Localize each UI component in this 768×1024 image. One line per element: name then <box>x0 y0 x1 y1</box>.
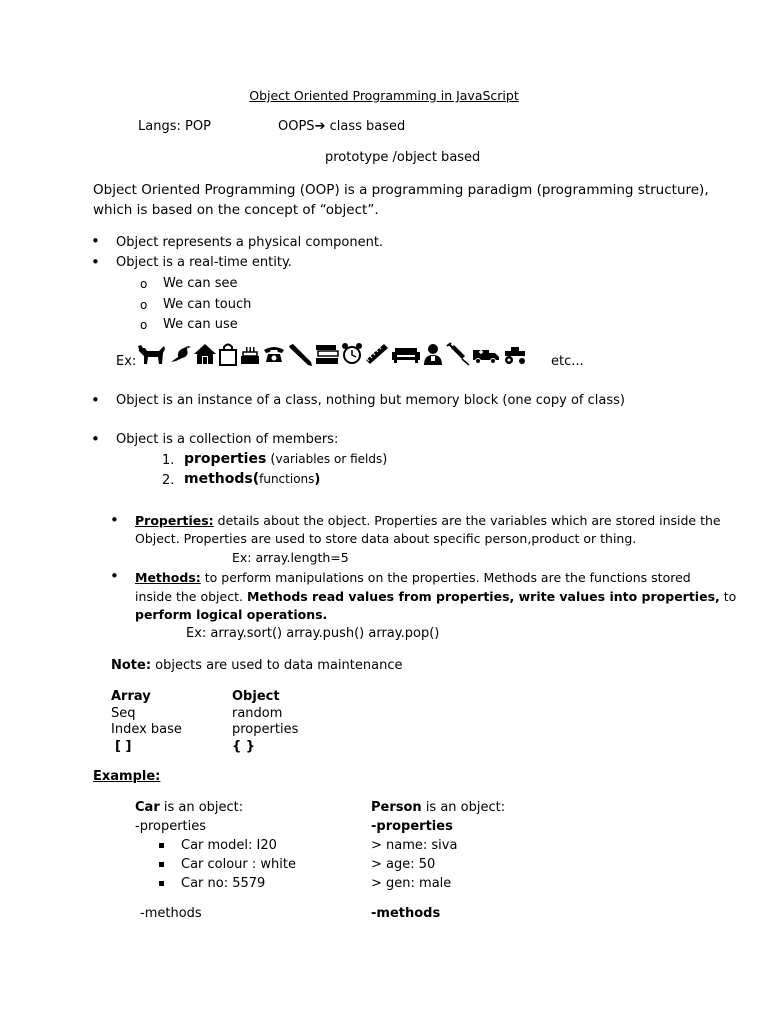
methods-line-1-text: to perform manipulations on the properties. Methods are the functions stored <box>200 570 691 585</box>
intro-line-2: which is based on the concept of “object”. <box>93 202 379 218</box>
car-title <box>135 800 243 815</box>
methods-example: Ex: array.sort() array.push() array.pop() <box>186 626 440 641</box>
bullet-icon: • <box>91 232 100 250</box>
square-bullet-icon <box>159 862 164 867</box>
person-property: > age: 50 <box>371 857 436 872</box>
tractor-icon <box>501 342 527 366</box>
comparison-array-cell: [ ] <box>115 739 132 754</box>
person-icon <box>422 342 444 366</box>
sub-item-touch: We can touch <box>163 297 252 312</box>
methods-line-2b: Methods read values from properties, write values into properties, <box>246 589 720 604</box>
telephone-icon <box>262 342 286 366</box>
intro-line-1: Object Oriented Programming (OOP) is a programming paradigm (programming structure), <box>93 182 709 198</box>
books-icon <box>314 342 340 366</box>
member-1-desc: variables or fields <box>275 452 383 466</box>
langs-pop: POP <box>185 119 211 134</box>
member-2 <box>184 471 320 487</box>
member-1 <box>184 451 387 467</box>
comparison-header-object: Object <box>232 689 280 704</box>
note-label: Note: <box>111 658 152 673</box>
methods-line-1 <box>135 570 691 585</box>
syringe-icon <box>445 342 471 366</box>
methods-line-3: perform logical operations. <box>135 607 328 622</box>
comparison-array-cell: Index base <box>111 722 182 737</box>
properties-line-1-text: details about the object. Properties are the variables which are stored inside the <box>213 513 721 528</box>
bullet-collection-of-members: Object is a collection of members: <box>116 432 339 447</box>
member-1-close: ) <box>382 452 388 467</box>
sub-item-see: We can see <box>163 276 238 291</box>
member-1-open: ( <box>266 452 276 467</box>
bullet-icon: • <box>91 391 100 409</box>
methods-label: Methods: <box>135 570 201 585</box>
person-methods-label: -methods <box>371 906 441 921</box>
properties-example: Ex: array.length=5 <box>232 550 349 565</box>
ex-label: Ex: <box>116 354 137 369</box>
person-title <box>371 800 505 815</box>
bird-icon <box>168 342 192 366</box>
car-property: Car colour : white <box>181 857 296 872</box>
bullet-icon: • <box>91 430 100 448</box>
member-1-number: 1. <box>162 453 175 468</box>
comparison-object-cell: { } <box>232 739 256 754</box>
ex-etc: etc... <box>551 354 584 369</box>
car-name: Car <box>135 800 160 815</box>
person-property: > name: siva <box>371 838 458 853</box>
member-2-name: methods( <box>184 471 260 487</box>
member-2-close: ) <box>314 472 321 487</box>
properties-line-1 <box>135 513 721 528</box>
member-2-desc: functions <box>259 472 315 486</box>
car-methods-label: -methods <box>140 906 202 921</box>
car-property: Car model: I20 <box>181 838 277 853</box>
note-text: objects are used to data maintenance <box>151 658 403 673</box>
bullet-icon: • <box>110 511 119 529</box>
car-suffix: is an object: <box>159 800 244 815</box>
oops-label: OOPS <box>278 119 315 134</box>
ambulance-icon <box>472 342 500 366</box>
member-1-name: properties <box>184 451 267 467</box>
bullet-instance-of-class: Object is an instance of a class, nothing but memory block (one copy of class) <box>116 393 625 408</box>
pencil-icon <box>287 342 313 366</box>
circle-bullet-icon: o <box>140 277 148 291</box>
properties-line-2: Object. Properties are used to store data about specific person,product or thing. <box>135 531 637 546</box>
bullet-icon: • <box>91 253 100 271</box>
bullet-icon: • <box>110 567 119 585</box>
comparison-array-cell: Seq <box>111 706 136 721</box>
methods-line-2a: inside the object. <box>135 589 247 604</box>
dog-icon <box>137 342 167 366</box>
car-properties-label: -properties <box>135 819 207 834</box>
methods-line-2c: to <box>719 589 737 604</box>
person-suffix: is an object: <box>421 800 506 815</box>
note <box>111 658 402 673</box>
cake-icon <box>239 342 261 366</box>
circle-bullet-icon: o <box>140 298 148 312</box>
class-based-label: class based <box>329 119 406 134</box>
member-2-number: 2. <box>162 473 175 488</box>
square-bullet-icon <box>159 843 164 848</box>
alarm-clock-icon <box>341 342 363 366</box>
person-property: > gen: male <box>371 876 452 891</box>
methods-line-2 <box>135 589 736 604</box>
langs-prototype: prototype /object based <box>325 150 481 165</box>
comparison-header-array: Array <box>111 689 151 704</box>
bullet-physical-component: Object represents a physical component. <box>116 235 384 250</box>
langs-oops <box>278 119 405 134</box>
arrow-right-icon: ➔ <box>314 119 326 134</box>
page-title: Object Oriented Programming in JavaScript <box>249 88 519 103</box>
bullet-real-time-entity: Object is a real-time entity. <box>116 255 292 270</box>
house-icon <box>193 342 217 366</box>
comb-icon <box>364 342 390 366</box>
langs-label: Langs: <box>138 119 181 134</box>
sofa-icon <box>391 342 421 366</box>
car-property: Car no: 5579 <box>181 876 266 891</box>
comparison-object-cell: properties <box>232 722 299 737</box>
circle-bullet-icon: o <box>140 318 148 332</box>
person-name: Person <box>371 800 422 815</box>
object-icons-row <box>137 338 527 366</box>
square-bullet-icon <box>159 881 164 886</box>
person-properties-label: -properties <box>371 819 453 834</box>
comparison-object-cell: random <box>232 706 283 721</box>
sub-item-use: We can use <box>163 317 238 332</box>
example-heading: Example: <box>93 769 161 784</box>
properties-label: Properties: <box>135 513 214 528</box>
shopping-bag-icon <box>218 342 238 366</box>
